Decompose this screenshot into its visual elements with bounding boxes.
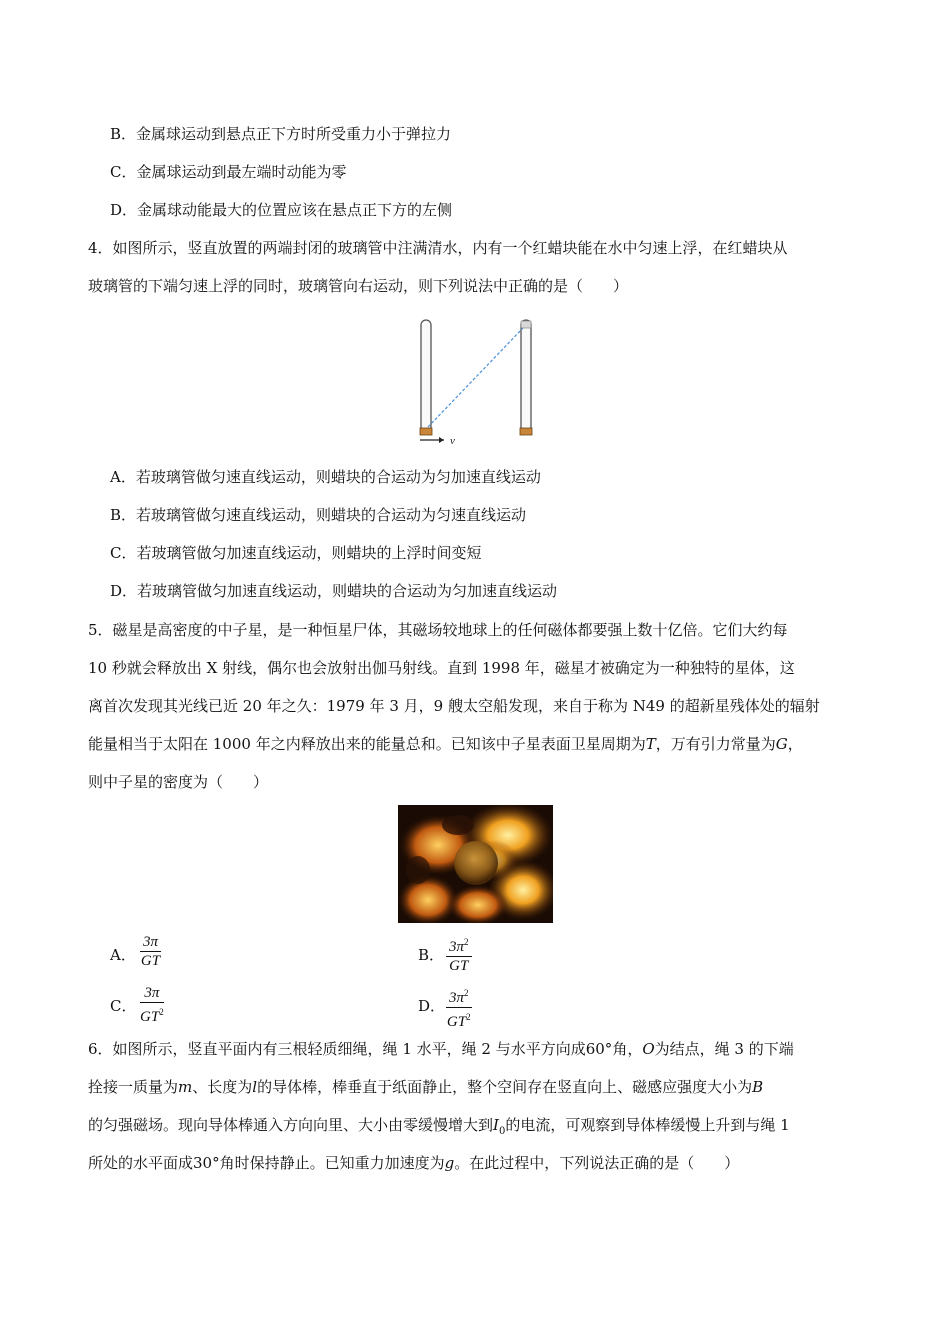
q6-stem-line-2: 拴接一质量为m、长度为l的导体棒，棒垂直于纸面静止，整个空间存在竖直向上、磁感应强度大小为B: [88, 1078, 764, 1096]
q4-stem-line-1: 4．如图所示，竖直放置的两端封闭的玻璃管中注满清水，内有一个红蜡块能在水中匀速上浮，在红蜡块从: [88, 239, 788, 257]
glass-tube-figure: [410, 315, 540, 450]
q4-stem-line-2: 玻璃管的下端匀速上浮的同时，玻璃管向右运动，则下列说法中正确的是（ ）: [88, 277, 629, 295]
q5-option-d-fraction: $\frac{3\pi^2}{GT^2}$: [446, 984, 472, 1031]
q5-stem-line-1: 5．磁星是高密度的中子星，是一种恒星尸体，其磁场较地球上的任何磁体都要强上数十亿倍。它们大约每: [88, 621, 788, 639]
left-wax-block: [420, 428, 432, 435]
q4-option-b: B．若玻璃管做匀速直线运动，则蜡块的合运动为匀速直线运动: [110, 506, 527, 524]
left-tube: [421, 320, 431, 433]
q4-option-a: A．若玻璃管做匀速直线运动，则蜡块的合运动为匀加速直线运动: [110, 468, 541, 486]
q5-option-b-label: B．: [418, 946, 445, 964]
q5-stem-line-4: 能量相当于太阳在 1000 年之内释放出来的能量总和。已知该中子星表面卫星周期为T，万有引力常量为G，: [88, 735, 803, 753]
top-wax-block: [521, 321, 531, 328]
q6-stem-line-1: 6．如图所示，竖直平面内有三根轻质细绳，绳 1 水平，绳 2 与水平方向成60°角，O为结点，绳 3 的下端: [88, 1040, 794, 1058]
q5-option-a-fraction: $\frac{3\pi}{GT}$: [140, 934, 161, 969]
q6-stem-line-4: 所处的水平面成30°角时保持静止。已知重力加速度为g。在此过程中，下列说法正确的是（ ）: [88, 1154, 740, 1172]
right-tube: [521, 320, 531, 433]
q5-stem-line-2: 10 秒就会释放出 X 射线，偶尔也会放射出伽马射线。直到 1998 年，磁星才被确定为一种独特的星体，这: [88, 659, 795, 677]
q5-option-d-label: D．: [418, 997, 446, 1015]
q5-option-c-label: C．: [110, 997, 137, 1015]
magnetar-image: [398, 805, 553, 923]
velocity-label: v: [450, 435, 455, 447]
q3-option-b: B．金属球运动到悬点正下方时所受重力小于弹拉力: [110, 125, 452, 143]
q5-stem-line-3: 离首次发现其光线已近 20 年之久：1979 年 3 月，9 艘太空船发现，来自于称为 N49 的超新星残体处的辐射: [88, 697, 820, 715]
q6-stem-line-3: 的匀强磁场。现向导体棒通入方向向里、大小由零缓慢增大到$I_0$的电流，可观察到导体棒缓慢上升到与绳 1: [88, 1116, 790, 1137]
trajectory-dashed-line: [428, 328, 523, 427]
neutron-star: [454, 841, 498, 885]
q5-stem-line-5: 则中子星的密度为（ ）: [88, 773, 269, 791]
right-wax-block: [520, 428, 532, 435]
q3-option-c: C．金属球运动到最左端时动能为零: [110, 163, 347, 181]
q5-option-b-fraction: $\frac{3\pi^2}{GT}$: [446, 933, 472, 975]
q4-option-c: C．若玻璃管做匀加速直线运动，则蜡块的上浮时间变短: [110, 544, 482, 562]
q5-option-c-fraction: $\frac{3\pi}{GT^2}$: [140, 985, 164, 1025]
q3-option-d: D．金属球动能最大的位置应该在悬点正下方的左侧: [110, 201, 453, 219]
q4-option-d: D．若玻璃管做匀加速直线运动，则蜡块的合运动为匀加速直线运动: [110, 582, 558, 600]
q5-option-a-label: A．: [110, 946, 136, 964]
